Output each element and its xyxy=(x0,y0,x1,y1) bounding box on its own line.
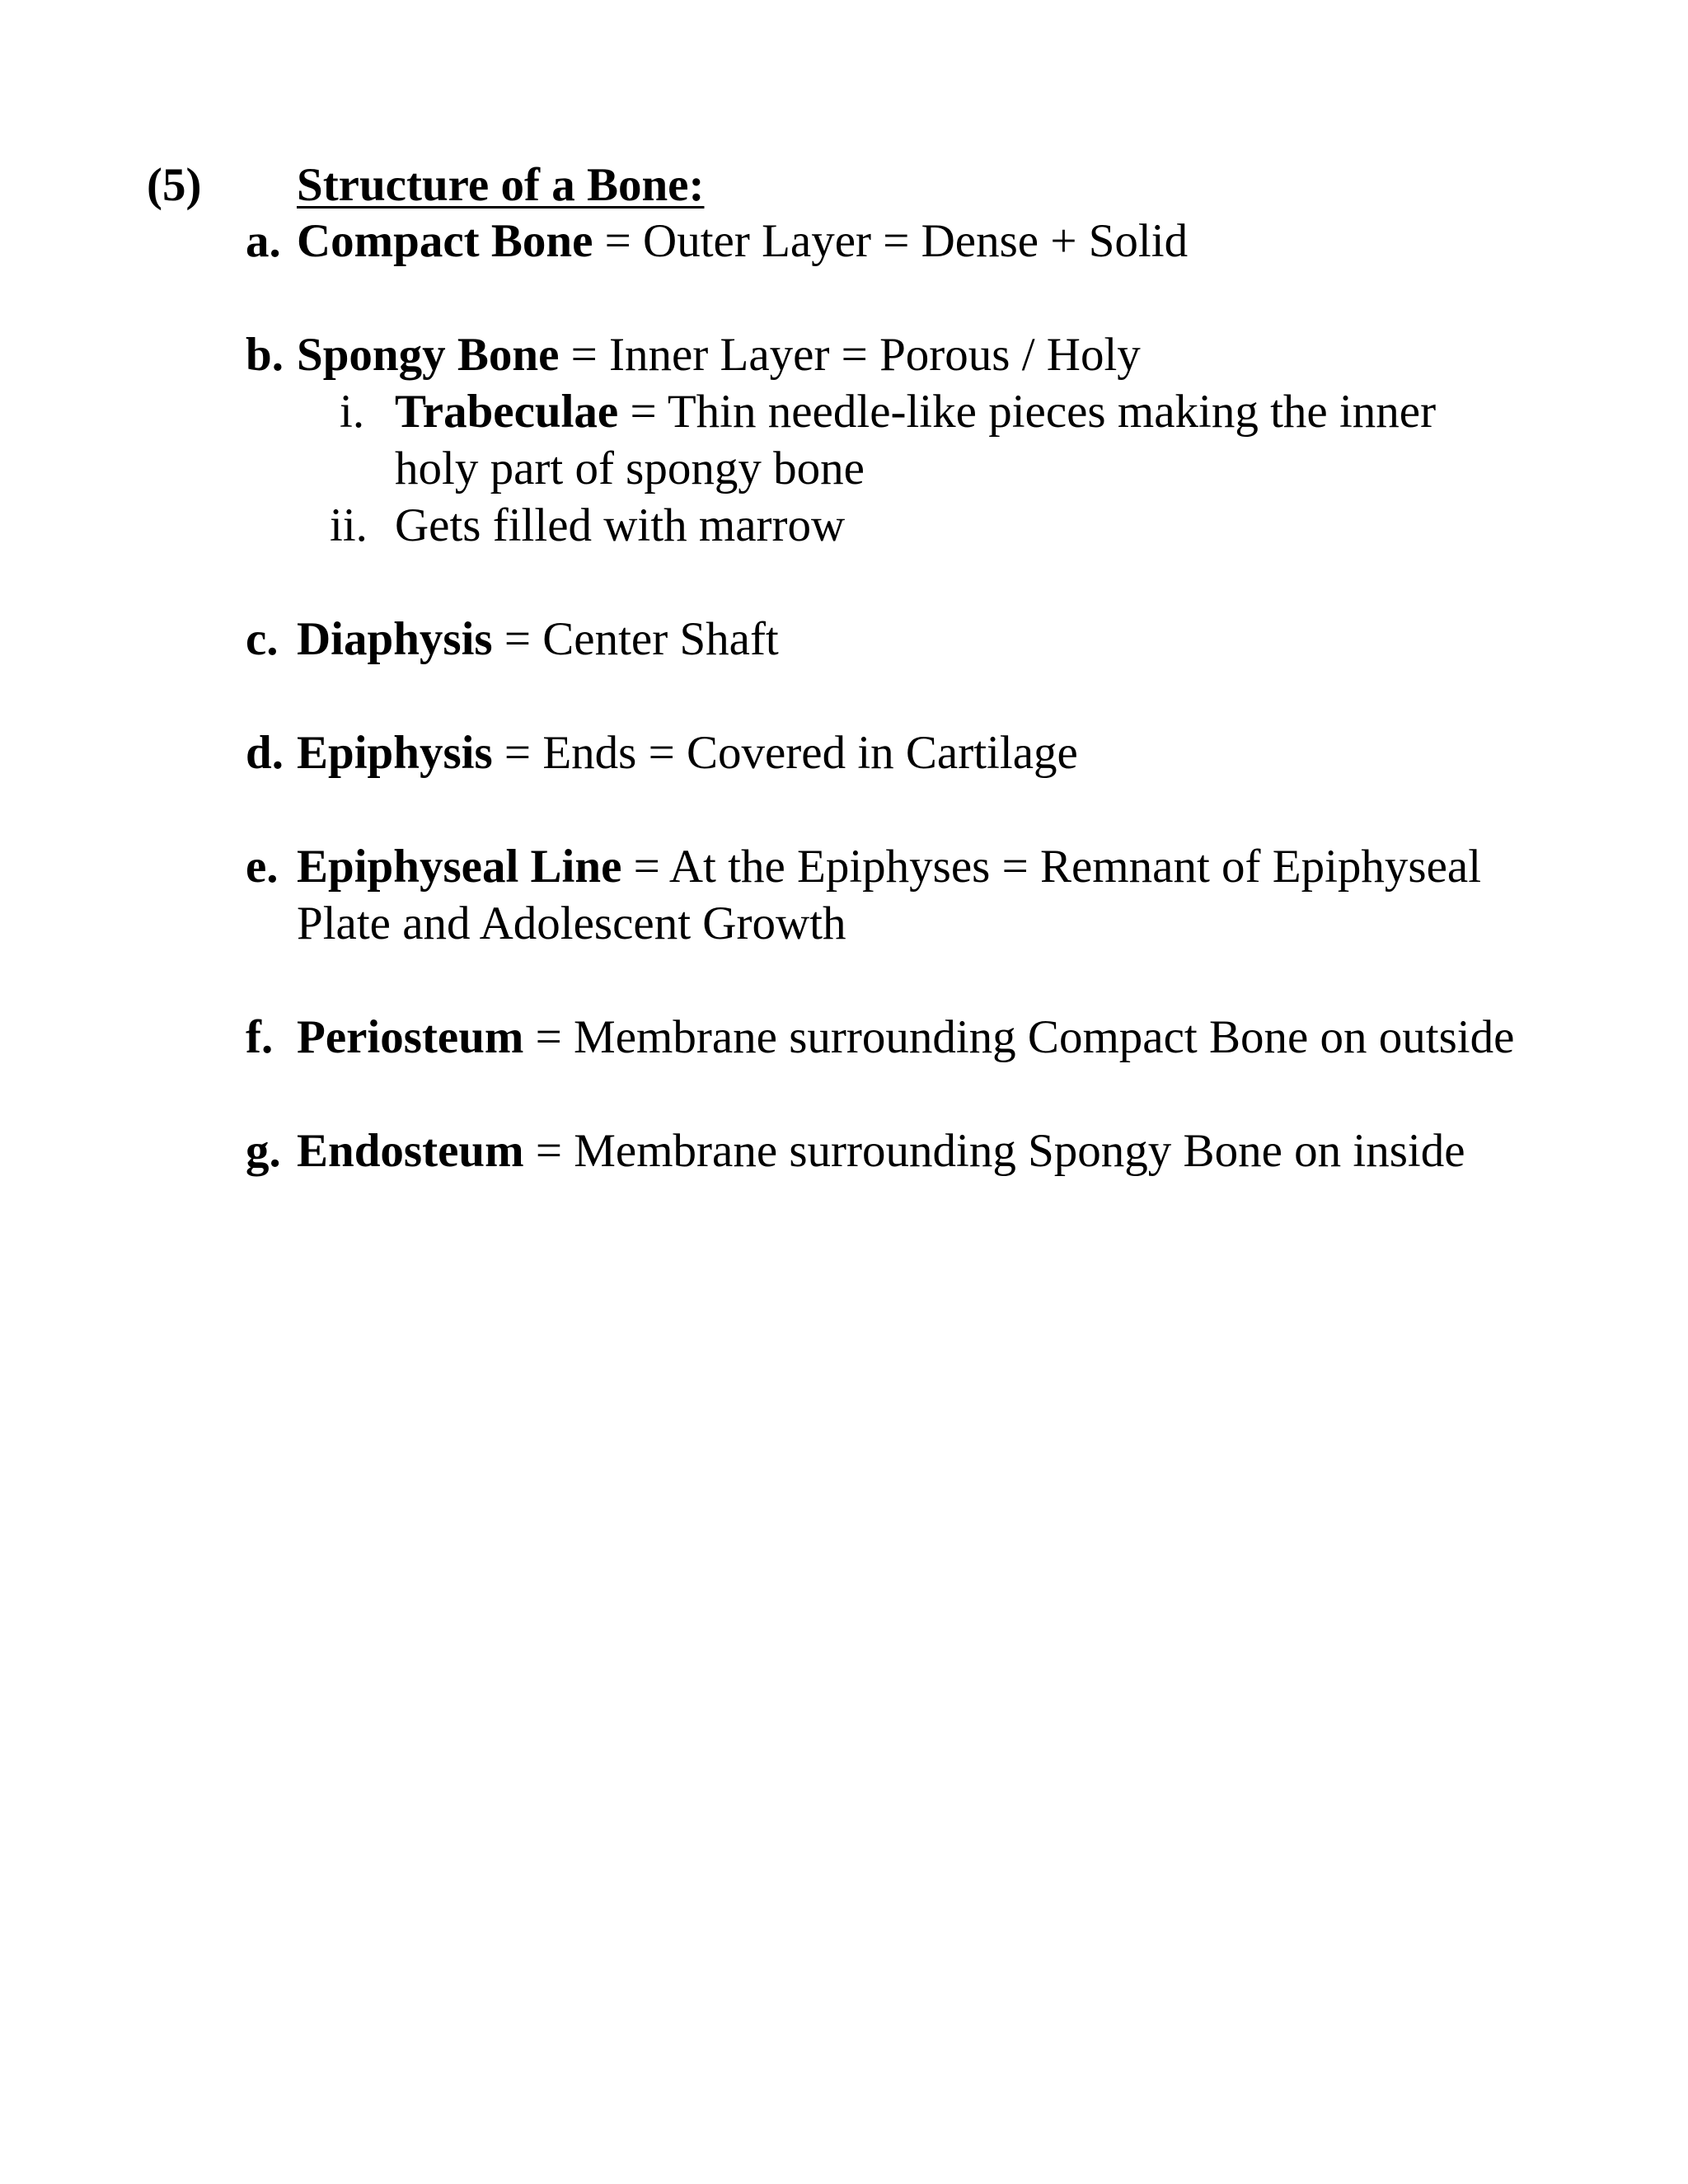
item-a-marker: a. xyxy=(246,215,281,267)
section-title: Structure of a Bone: xyxy=(297,159,705,211)
item-e-marker: e. xyxy=(246,841,279,893)
item-e-text xyxy=(297,841,1482,893)
item-c-term: Diaphysis xyxy=(297,613,493,665)
item-f-term: Periosteum xyxy=(297,1011,524,1063)
item-b-text xyxy=(297,329,1141,381)
item-e-definition: = At the Epiphyses = Remnant of Epiphyseal xyxy=(621,841,1482,893)
item-d-definition: = Ends = Covered in Cartilage xyxy=(492,727,1078,779)
item-c-marker: c. xyxy=(246,613,279,665)
item-g-term: Endosteum xyxy=(297,1125,524,1177)
item-b-marker: b. xyxy=(246,329,284,381)
subitem-ii-marker: ii. xyxy=(330,499,368,551)
item-d-text xyxy=(297,727,1078,779)
item-d-marker: d. xyxy=(246,727,284,779)
item-c-text xyxy=(297,613,779,665)
item-f-text xyxy=(297,1011,1515,1063)
item-d-term: Epiphysis xyxy=(297,727,493,779)
subitem-i-continuation: holy part of spongy bone xyxy=(395,443,865,494)
item-g-marker: g. xyxy=(246,1125,281,1177)
item-c-definition: = Center Shaft xyxy=(492,613,779,665)
subitem-i-text xyxy=(395,386,1437,438)
item-a-term: Compact Bone xyxy=(297,215,593,267)
item-b-definition: = Inner Layer = Porous / Holy xyxy=(559,329,1141,381)
subitem-i-marker: i. xyxy=(340,386,365,438)
item-b-term: Spongy Bone xyxy=(297,329,560,381)
item-f-marker: f. xyxy=(246,1011,274,1063)
item-a-definition: = Outer Layer = Dense + Solid xyxy=(593,215,1189,267)
item-g-text xyxy=(297,1125,1465,1177)
item-e-continuation: Plate and Adolescent Growth xyxy=(297,898,846,949)
item-f-definition: = Membrane surrounding Compact Bone on outside xyxy=(523,1011,1515,1063)
item-a-text xyxy=(297,215,1189,267)
subitem-ii-text: Gets filled with marrow xyxy=(395,499,846,551)
subitem-i-definition: = Thin needle-like pieces making the inner xyxy=(618,386,1437,438)
item-e-term: Epiphyseal Line xyxy=(297,841,622,893)
subitem-i-term: Trabeculae xyxy=(395,386,619,438)
section-number: (5) xyxy=(147,159,202,211)
item-g-definition: = Membrane surrounding Spongy Bone on inside xyxy=(523,1125,1465,1177)
